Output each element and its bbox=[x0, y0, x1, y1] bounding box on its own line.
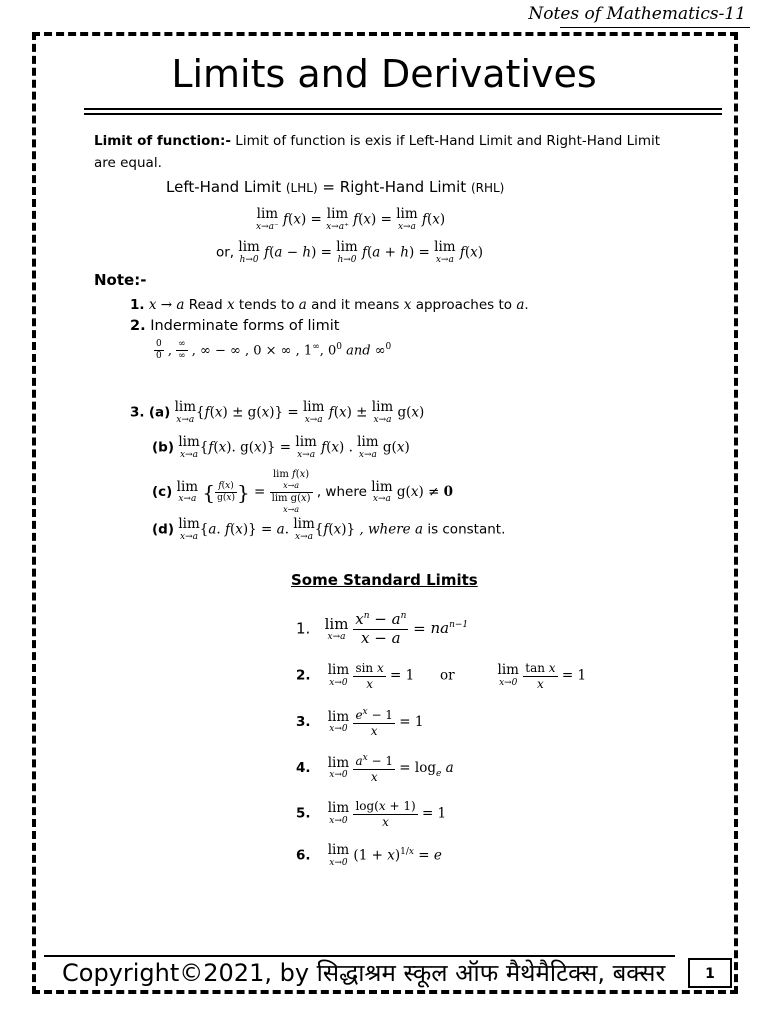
indeterminate-forms: $\frac{0}{0}$ , $\frac{\infty}{\infty}$ , ∞ − ∞ , 0 × ∞ , 1∞, $0^0$ and ∞$^0$ bbox=[156, 339, 392, 362]
lhl-label: Left-Hand Limit bbox=[166, 178, 282, 196]
lhl-rhl-equation bbox=[166, 178, 504, 196]
std-num-1: 1. bbox=[296, 619, 311, 638]
tends-label: tends to bbox=[238, 297, 295, 313]
part-c-label: (c) bbox=[152, 484, 173, 500]
standard-limit-5: 5. lim x→0 $\frac{\log(x + 1)}{x}$ = 1 bbox=[296, 799, 447, 829]
header-rule bbox=[560, 27, 750, 28]
copyright-text: Copyright©2021, by सिद्धाश्रम स्कूल ऑफ मैथेमैटिक्स, बक्सर bbox=[62, 959, 666, 987]
note-item-3c: (c) lim x→a { $\frac{f(x)}{g(x)}$ } = lim f(x) x→a lim g(x) x→a , where lim x→a g(x) ≠ 0 bbox=[152, 469, 454, 514]
where-label: , where bbox=[316, 484, 367, 500]
standard-limit-1: 1. lim x→a $\frac{x^n - a^n}{x - a}$ = $na^{n-1}$ bbox=[296, 610, 469, 647]
constant-label: is constant. bbox=[427, 521, 506, 538]
or-label: or, bbox=[216, 244, 235, 261]
indeterminate-label: Inderminate forms of limit bbox=[150, 318, 340, 334]
standard-limit-3: 3. lim x→0 $\frac{e^x - 1}{x}$ = 1 bbox=[296, 707, 424, 738]
std-num-2: 2. bbox=[296, 667, 311, 684]
definition-text-1: Limit of function is exis if Left-Hand Limit and Right-Hand Limit bbox=[235, 133, 661, 149]
note-num-3: 3. bbox=[130, 404, 145, 421]
rhl-abbr: (RHL) bbox=[470, 181, 505, 195]
note-item-1: 1. x → a Read x tends to a and it means x approaches to a. bbox=[130, 297, 529, 313]
part-a-label: (a) bbox=[148, 404, 171, 421]
title-double-rule bbox=[84, 108, 722, 115]
std-num-5: 5. bbox=[296, 805, 311, 822]
standard-limit-2: 2. lim x→0 $\frac{\text{sin x}}{x}$ = 1 or lim x→0 $\frac{\text{tan x}}{x}$ = 1 bbox=[296, 661, 587, 691]
definition-term: Limit of function:- bbox=[94, 133, 231, 149]
standard-limits-heading: Some Standard Limits bbox=[291, 571, 478, 589]
std-num-6: 6. bbox=[296, 847, 311, 864]
note-num-1: 1. bbox=[130, 297, 145, 313]
note-heading: Note:- bbox=[94, 271, 147, 289]
means-label: and it means bbox=[311, 297, 400, 313]
note-item-3a: 3. (a) lim x→a {f(x) ± g(x)} = lim x→a f(x) ± lim x→a g(x) bbox=[130, 399, 425, 425]
definition-text-2: are equal. bbox=[94, 155, 162, 171]
note-item-2 bbox=[130, 318, 339, 334]
std-or-label: or bbox=[440, 667, 455, 684]
standard-limit-6: 6. lim x→0 $(1 + x)^{1/x} = e$ bbox=[296, 842, 442, 868]
std-num-4: 4. bbox=[296, 760, 311, 777]
page-number: 1 bbox=[688, 958, 732, 988]
read-label: Read bbox=[188, 297, 223, 313]
limit-h-formula: or, lim h→0 f(a − h) = lim h→0 f(a + h) = lim x→a f(x) bbox=[216, 239, 484, 265]
std-num-3: 3. bbox=[296, 714, 311, 731]
page-title: Limits and Derivatives bbox=[171, 52, 597, 96]
part-d-label: (d) bbox=[152, 521, 175, 538]
lhl-abbr: (LHL) bbox=[285, 181, 318, 195]
rhl-label: Right-Hand Limit bbox=[339, 178, 467, 196]
header-note: Notes of Mathematics-11 bbox=[528, 4, 746, 24]
limit-equality-formula: lim x→a⁻ f(x) = lim x→a⁺ f(x) = lim x→a f(x) bbox=[256, 206, 446, 232]
note-num-2: 2. bbox=[130, 318, 146, 334]
definition-paragraph bbox=[94, 130, 694, 174]
standard-limit-4: 4. lim x→0 $\frac{a^x - 1}{x}$ = $\log_e a$ bbox=[296, 753, 454, 784]
part-b-label: (b) bbox=[152, 439, 175, 456]
where-a-label: , where a bbox=[359, 521, 424, 538]
approaches-label: approaches to bbox=[415, 297, 513, 313]
note-item-3d: (d) lim x→a {a. f(x)} = a. lim x→a {f(x)} , where a is constant. bbox=[152, 516, 506, 542]
equals-sign: = bbox=[322, 178, 335, 196]
note-item-3b: (b) lim x→a {f(x). g(x)} = lim x→a f(x) . lim x→a g(x) bbox=[152, 434, 410, 460]
